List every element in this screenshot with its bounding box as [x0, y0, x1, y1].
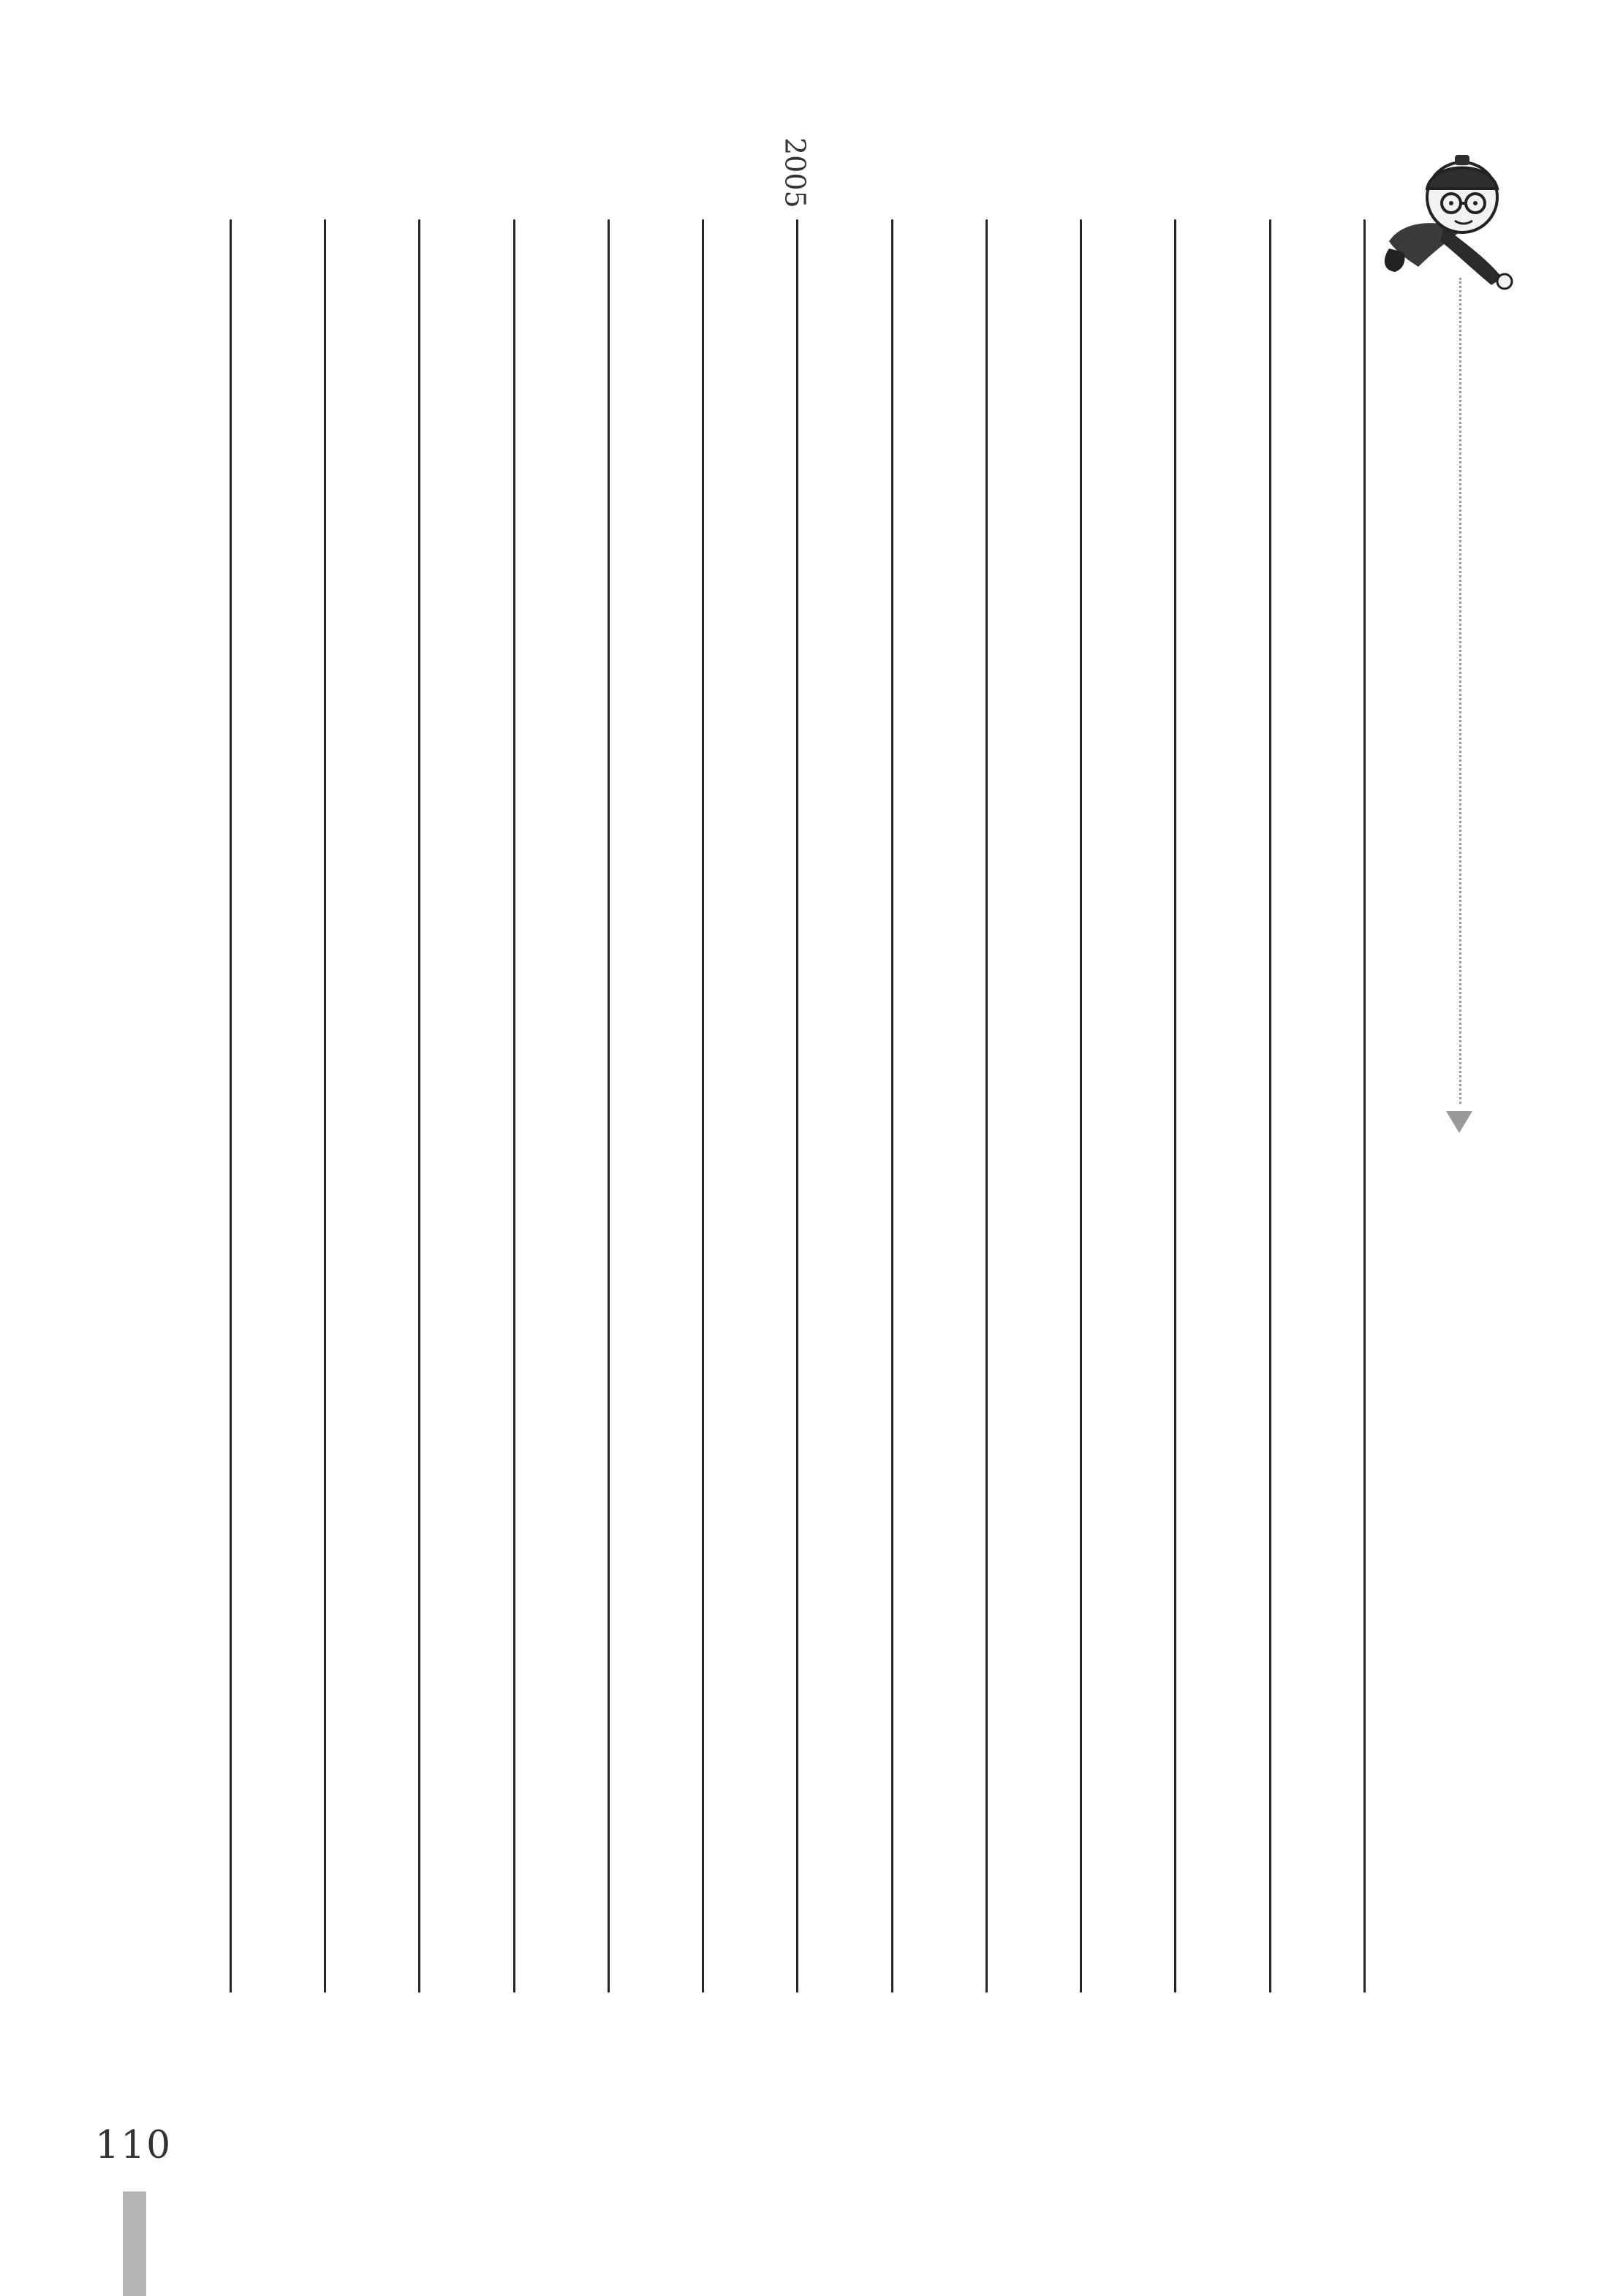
column-text	[677, 219, 728, 2010]
text-column	[662, 219, 743, 2010]
text-column	[284, 219, 365, 2010]
column-text	[299, 219, 350, 2010]
column-text	[1339, 219, 1390, 2010]
text-column	[1230, 219, 1310, 2010]
text-column	[1135, 219, 1215, 2010]
page-number: 110	[95, 2123, 173, 2167]
column-text	[393, 219, 444, 2010]
running-head	[1433, 278, 1491, 1316]
column-text	[205, 219, 256, 2010]
triangle-marker-icon	[1446, 1111, 1472, 1133]
column-text	[488, 219, 540, 2010]
margin-tab	[123, 2191, 146, 2296]
column-year: 2005	[779, 137, 812, 208]
text-column	[757, 137, 837, 2010]
text-column	[852, 219, 932, 2010]
column-text	[1244, 219, 1295, 2010]
column-text	[866, 219, 918, 2010]
text-column	[1324, 219, 1404, 2010]
text-column	[568, 219, 648, 2010]
column-text	[771, 219, 822, 2010]
body-text	[190, 137, 1418, 2010]
text-column	[946, 219, 1026, 2010]
column-text	[1055, 219, 1106, 2010]
text-column	[1040, 219, 1121, 2010]
column-text	[583, 219, 634, 2010]
column-text	[1149, 219, 1200, 2010]
text-column	[474, 219, 554, 2010]
text-column	[190, 219, 270, 2010]
running-head-rule	[1459, 278, 1461, 1104]
column-text	[961, 219, 1012, 2010]
text-column	[379, 219, 459, 2010]
